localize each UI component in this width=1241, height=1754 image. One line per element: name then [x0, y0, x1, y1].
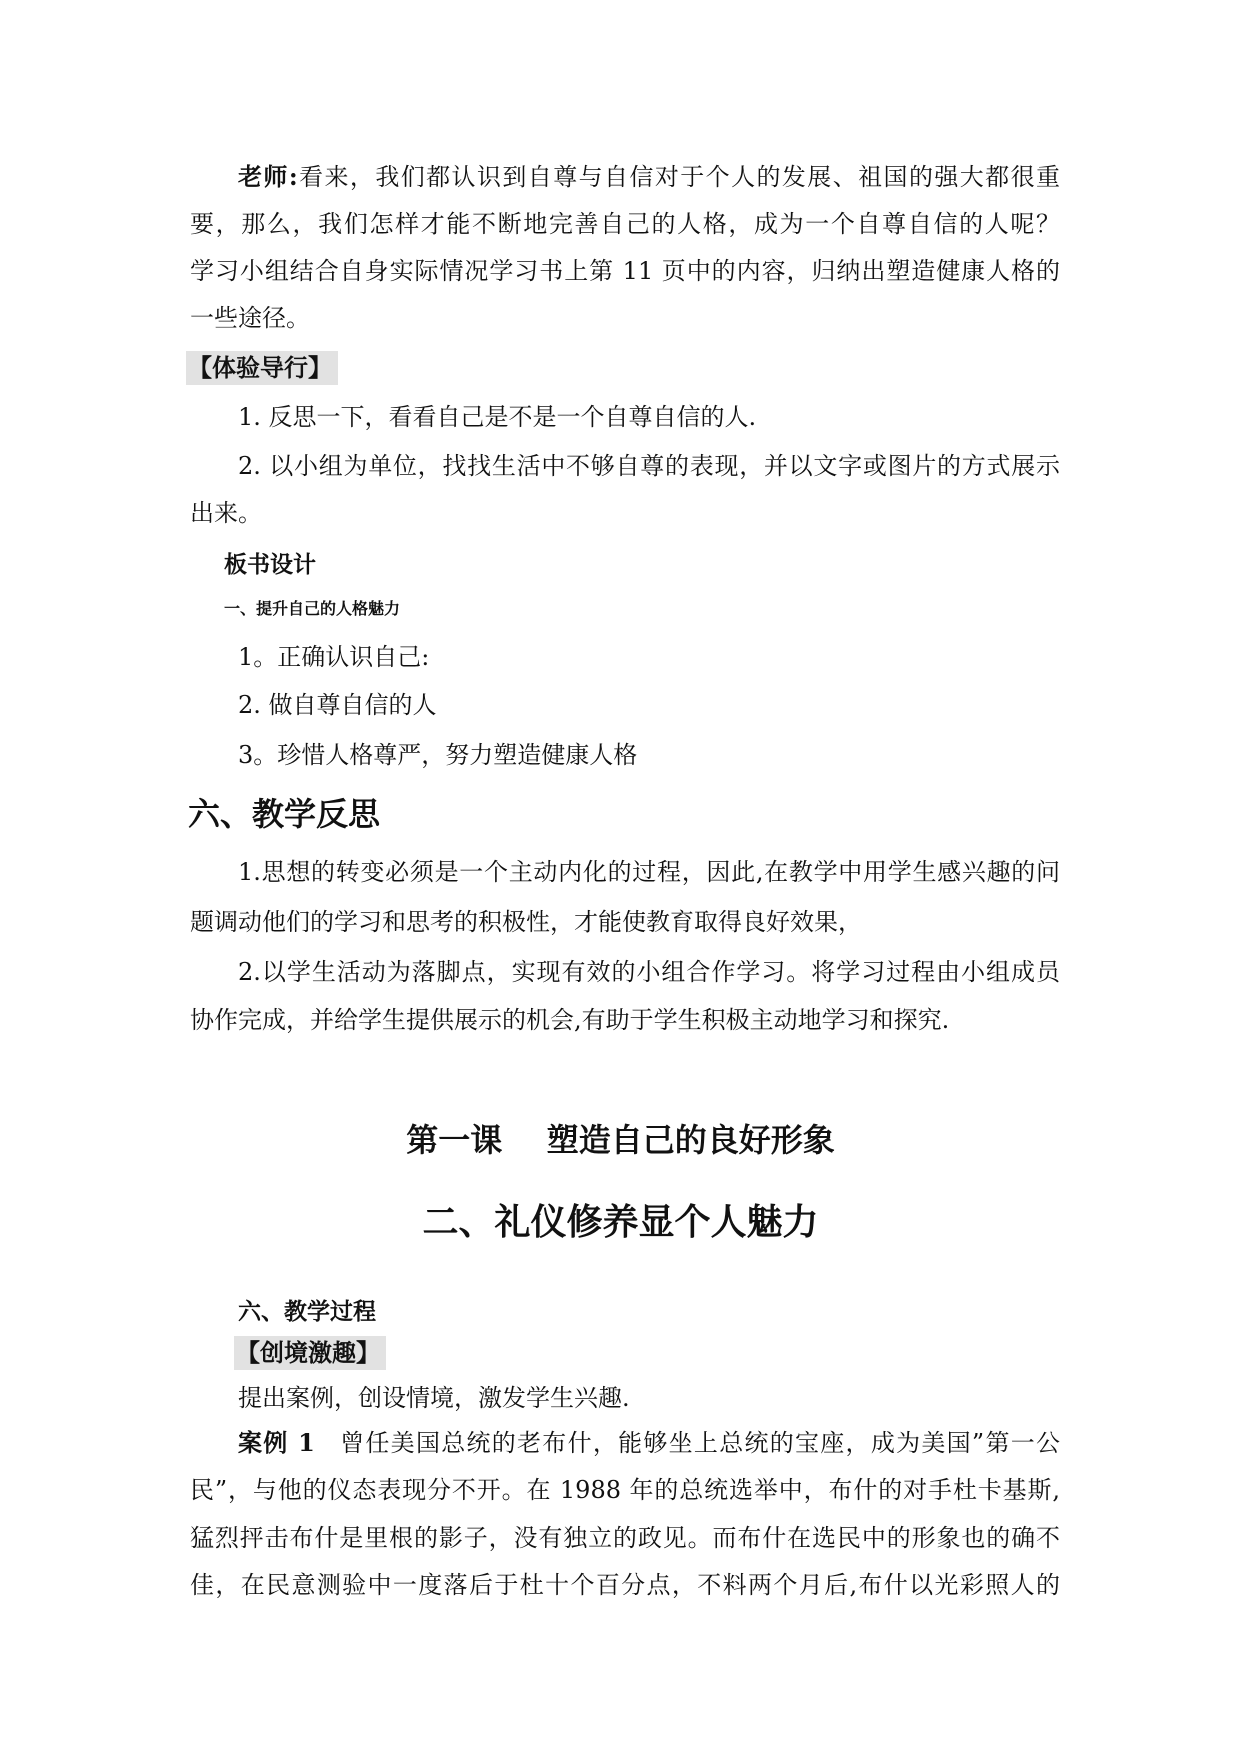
case-line-2: 民”，与他的仪态表现分不开。在 1988 年的总统选举中，布什的对手杜卡基斯,: [190, 1476, 1060, 1504]
teacher-paragraph-line-2: 要，那么，我们怎样才能不断地完善自己的人格，成为一个自尊自信的人呢？: [190, 210, 1060, 238]
case-label: 案例 1: [238, 1428, 315, 1457]
experience-item-2: 2. 以小组为单位，找找生活中不够自尊的表现，并以文字或图片的方式展示: [238, 452, 1060, 480]
case-line-1: [238, 1426, 1060, 1460]
reflection-line-3: 2.以学生活动为落脚点，实现有效的小组合作学习。将学习过程由小组成员: [238, 958, 1060, 986]
board-heading: 板书设计: [224, 552, 316, 578]
case-line-3: 猛烈抨击布什是里根的影子，没有独立的政见。而布什在选民中的形象也的确不: [190, 1524, 1060, 1552]
process-heading: 六、教学过程: [238, 1299, 376, 1325]
teacher-paragraph-line-4: 一些途径。: [190, 304, 310, 332]
scene-tag: 【创境激趣】: [234, 1336, 386, 1370]
reflection-line-4: 协作完成，并给学生提供展示的机会,有助于学生积极主动地学习和探究.: [190, 1006, 950, 1034]
reflection-line-1: 1.思想的转变必须是一个主动内化的过程，因此,在教学中用学生感兴趣的问: [238, 858, 1060, 886]
experience-tag: 【体验导行】: [186, 351, 338, 385]
teacher-paragraph-line-1: [190, 160, 1060, 194]
case-line-4: 佳，在民意测验中一度落后于杜十个百分点，不料两个月后,布什以光彩照人的: [190, 1571, 1060, 1599]
board-subheading: 一、提升自己的人格魅力: [224, 599, 401, 618]
experience-item-2-cont: 出来。: [190, 499, 262, 527]
lesson-title: 第一课 塑造自己的良好形象: [406, 1121, 835, 1159]
teacher-label: 老师:: [238, 162, 298, 191]
reflection-line-2: 题调动他们的学习和思考的积极性，才能使教育取得良好效果，: [190, 908, 862, 936]
board-item-2: 2. 做自尊自信的人: [238, 691, 437, 719]
board-item-3: 3。珍惜人格尊严，努力塑造健康人格: [238, 741, 638, 769]
board-item-1: 1。正确认识自己:: [238, 643, 430, 671]
teacher-paragraph-line-3: 学习小组结合自身实际情况学习书上第 11 页中的内容，归纳出塑造健康人格的: [190, 257, 1060, 285]
teacher-text: 看来，我们都认识到自尊与自信对于个人的发展、祖国的强大都很重: [297, 163, 1061, 191]
case-text: 曾任美国总统的老布什，能够坐上总统的宝座，成为美国”第一公: [338, 1429, 1060, 1457]
lesson-subtitle: 二、礼仪修养显个人魅力: [422, 1202, 819, 1243]
intro-line: 提出案例，创设情境，激发学生兴趣.: [238, 1384, 630, 1412]
experience-item-1: 1. 反思一下，看看自己是不是一个自尊自信的人.: [238, 403, 757, 431]
reflection-heading: 六、教学反思: [188, 795, 381, 833]
